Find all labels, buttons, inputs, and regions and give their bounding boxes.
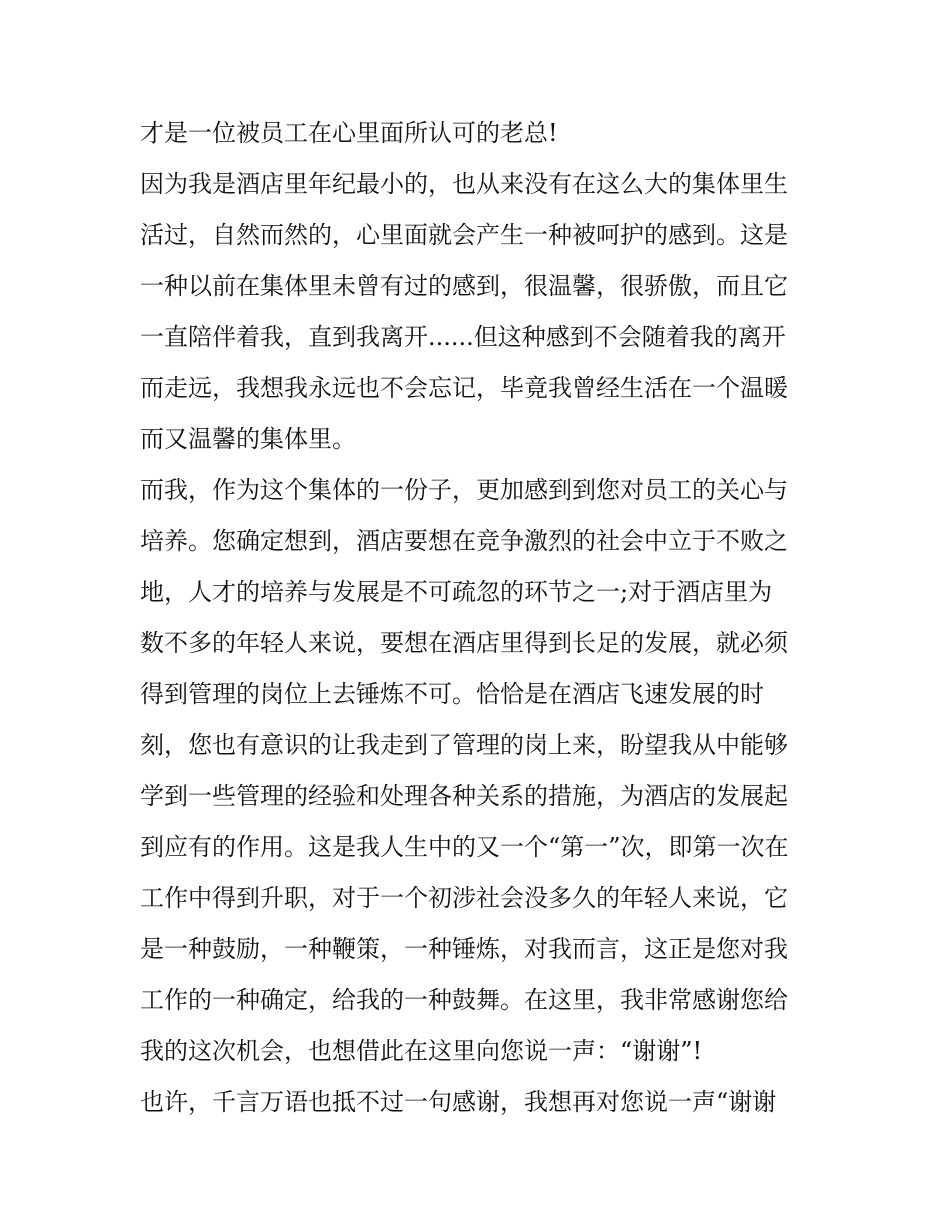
text-line: 刻，您也有意识的让我走到了管理的岗上来，盼望我从中能够 (140, 731, 788, 759)
text-line: 活过，自然而然的，心里面就会产生一种被呵护的感到。这是 (140, 221, 788, 249)
text-line: 我的这次机会，也想借此在这里向您说一声：“谢谢”! (140, 1037, 703, 1065)
text-line: 工作中得到升职，对于一个初涉社会没多久的年轻人来说，它 (140, 884, 788, 912)
text-line: 是一种鼓励，一种鞭策，一种锤炼，对我而言，这正是您对我 (140, 935, 788, 963)
text-line: 培养。您确定想到，酒店要想在竞争激烈的社会中立于不败之 (140, 527, 788, 555)
text-line: 到应有的作用。这是我人生中的又一个“第一”次，即第一次在 (140, 833, 789, 861)
text-line: 工作的一种确定，给我的一种鼓舞。在这里，我非常感谢您给 (140, 986, 788, 1014)
text-line: 一种以前在集体里未曾有过的感到，很温馨，很骄傲，而且它 (140, 272, 788, 300)
text-line: 得到管理的岗位上去锤炼不可。恰恰是在酒店飞速发展的时 (140, 680, 764, 708)
text-line: 数不多的年轻人来说，要想在酒店里得到长足的发展，就必须 (140, 629, 788, 657)
body-text (140, 108, 820, 1128)
text-line: 而我，作为这个集体的一份子，更加感到到您对员工的关心与 (140, 476, 788, 504)
text-line: 一直陪伴着我，直到我离开......但这种感到不会随着我的离开 (140, 323, 786, 351)
text-line: 地，人才的培养与发展是不可疏忽的环节之一;对于酒店里为 (140, 578, 773, 606)
text-line: 而走远，我想我永远也不会忘记，毕竟我曾经生活在一个温暖 (140, 374, 788, 402)
text-line: 学到一些管理的经验和处理各种关系的措施，为酒店的发展起 (140, 782, 788, 810)
text-line: 才是一位被员工在心里面所认可的老总! (140, 119, 558, 147)
text-line: 而又温馨的集体里。 (140, 425, 356, 453)
text-line: 因为我是酒店里年纪最小的，也从来没有在这么大的集体里生 (140, 170, 788, 198)
text-line: 也许，千言万语也抵不过一句感谢，我想再对您说一声“谢谢 (140, 1088, 777, 1116)
